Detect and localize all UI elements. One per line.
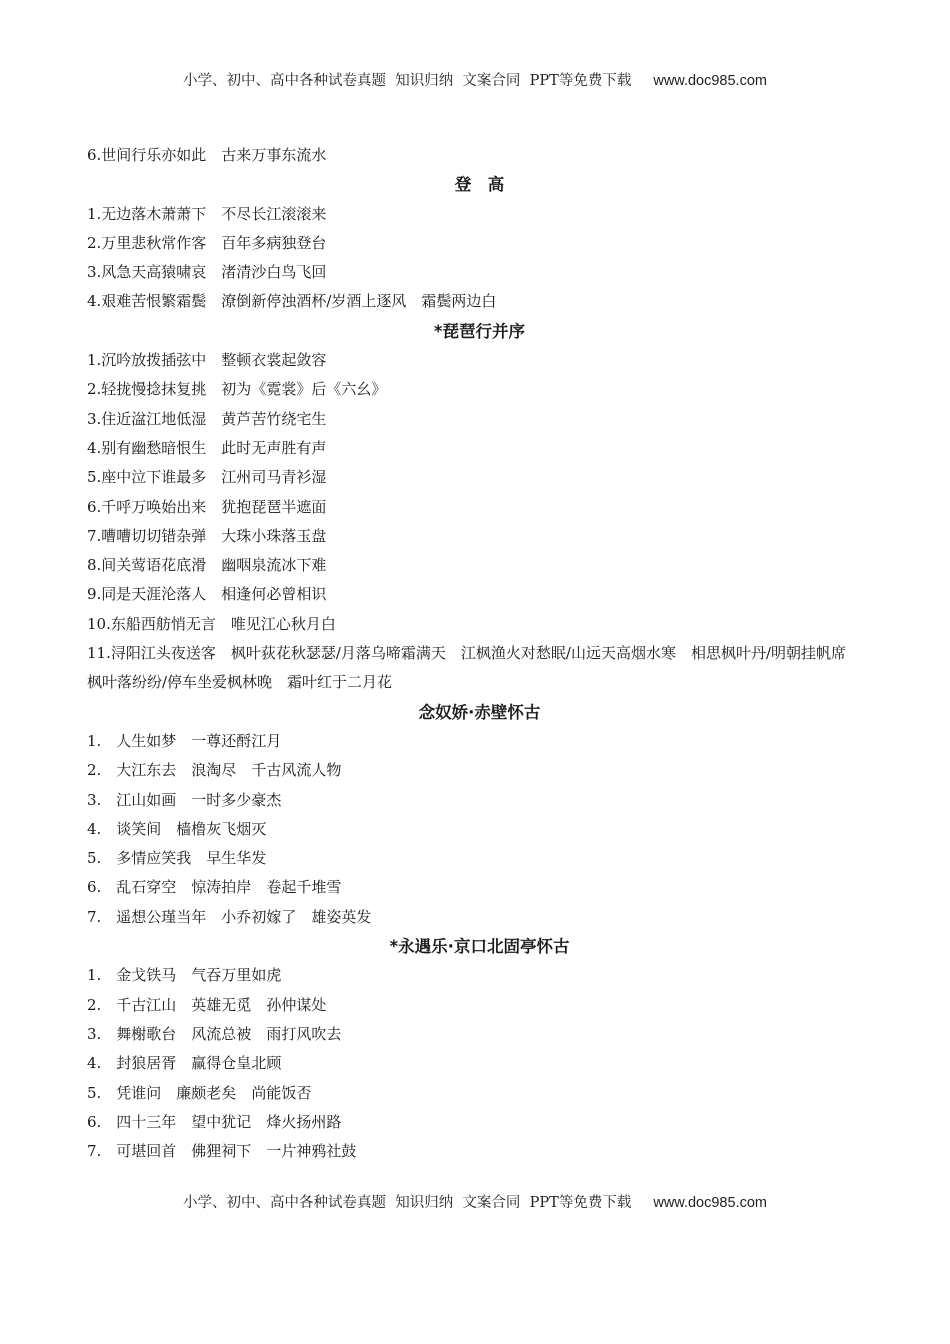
- poem-line: 4.别有幽愁暗恨生 此时无声胜有声: [87, 438, 327, 457]
- poem-line: 6.世间行乐亦如此 古来万事东流水: [87, 146, 327, 164]
- header-banner-text: 小学、初中、高中各种试卷真题 知识归纳 文案合同 PPT等免费下载: [183, 73, 632, 89]
- poem-line: 4. 谈笑间 樯橹灰飞烟灭: [87, 819, 267, 838]
- poem-line: 5. 凭谁问 廉颇老矣 尚能饭否: [87, 1083, 312, 1102]
- poem-line: 7. 遥想公瑾当年 小乔初嫁了 雄姿英发: [87, 907, 372, 926]
- poem-line: 3. 舞榭歌台 风流总被 雨打风吹去: [87, 1024, 342, 1043]
- poem-line-wrapped: 11.浔阳江头夜送客 枫叶荻花秋瑟瑟/月落乌啼霜满天 江枫渔火对愁眠/山远天高烟水寒 相思枫叶丹/明朝挂帆席 枫叶落纷纷/停车坐爱枫林晚 霜叶红于二月花: [87, 644, 862, 692]
- footer-banner: [0, 1191, 950, 1212]
- poem-line: 6.千呼万唤始出来 犹抱琵琶半遮面: [87, 497, 327, 516]
- poem-line: 2. 大江东去 浪淘尽 千古风流人物: [87, 761, 342, 780]
- poem-line: 8.间关莺语花底滑 幽咽泉流冰下难: [87, 556, 327, 575]
- poem-line: 1. 人生如梦 一尊还酹江月: [87, 731, 282, 750]
- poem-line: 5.座中泣下谁最多 江州司马青衫湿: [87, 468, 327, 487]
- poem-line: 1.沉吟放拨插弦中 整顿衣裳起敛容: [87, 351, 327, 370]
- poem-line: 6. 乱石穿空 惊涛拍岸 卷起千堆雪: [87, 878, 342, 897]
- section-title-nian-nu-jiao: 念奴娇·赤壁怀古: [418, 702, 541, 722]
- footer-site-link[interactable]: www.doc985.com: [653, 1195, 767, 1211]
- section-title-deng-gao: 登 高: [454, 175, 505, 195]
- section-title-pipa-xing: *琵琶行并序: [433, 321, 526, 341]
- poem-line: 3.风急天高猿啸哀 渚清沙白鸟飞回: [87, 263, 327, 282]
- poem-line: 3.住近湓江地低湿 黄芦苦竹绕宅生: [87, 409, 327, 428]
- poem-line: 1.无边落木萧萧下 不尽长江滚滚来: [87, 204, 327, 223]
- header-banner: [0, 69, 950, 90]
- document-body: [87, 141, 872, 1166]
- poem-line: 2. 千古江山 英雄无觅 孙仲谋处: [87, 995, 327, 1014]
- poem-line: 4. 封狼居胥 赢得仓皇北顾: [87, 1054, 282, 1073]
- poem-line: 9.同是天涯沦落人 相逢何必曾相识: [87, 585, 327, 604]
- poem-line: 6. 四十三年 望中犹记 烽火扬州路: [87, 1112, 342, 1131]
- poem-line: 2.轻拢慢捻抹复挑 初为《霓裳》后《六幺》: [87, 380, 387, 399]
- poem-line: 5. 多情应笑我 早生华发: [87, 849, 267, 868]
- poem-line: 4.艰难苦恨繁霜鬓 潦倒新停浊酒杯/岁酒上逐风 霜鬓两边白: [87, 292, 497, 311]
- footer-banner-text: 小学、初中、高中各种试卷真题 知识归纳 文案合同 PPT等免费下载: [183, 1195, 632, 1211]
- poem-line: 7. 可堪回首 佛狸祠下 一片神鸦社鼓: [87, 1142, 357, 1161]
- poem-line: 2.万里悲秋常作客 百年多病独登台: [87, 233, 327, 252]
- poem-line: 3. 江山如画 一时多少豪杰: [87, 790, 282, 809]
- poem-line: 7.嘈嘈切切错杂弹 大珠小珠落玉盘: [87, 526, 327, 545]
- section-title-yong-yu-le: *永遇乐·京口北固亭怀古: [389, 937, 570, 957]
- poem-line: 10.东船西舫悄无言 唯见江心秋月白: [87, 614, 336, 633]
- header-site-link[interactable]: www.doc985.com: [653, 73, 767, 89]
- poem-line: 1. 金戈铁马 气吞万里如虎: [87, 966, 282, 985]
